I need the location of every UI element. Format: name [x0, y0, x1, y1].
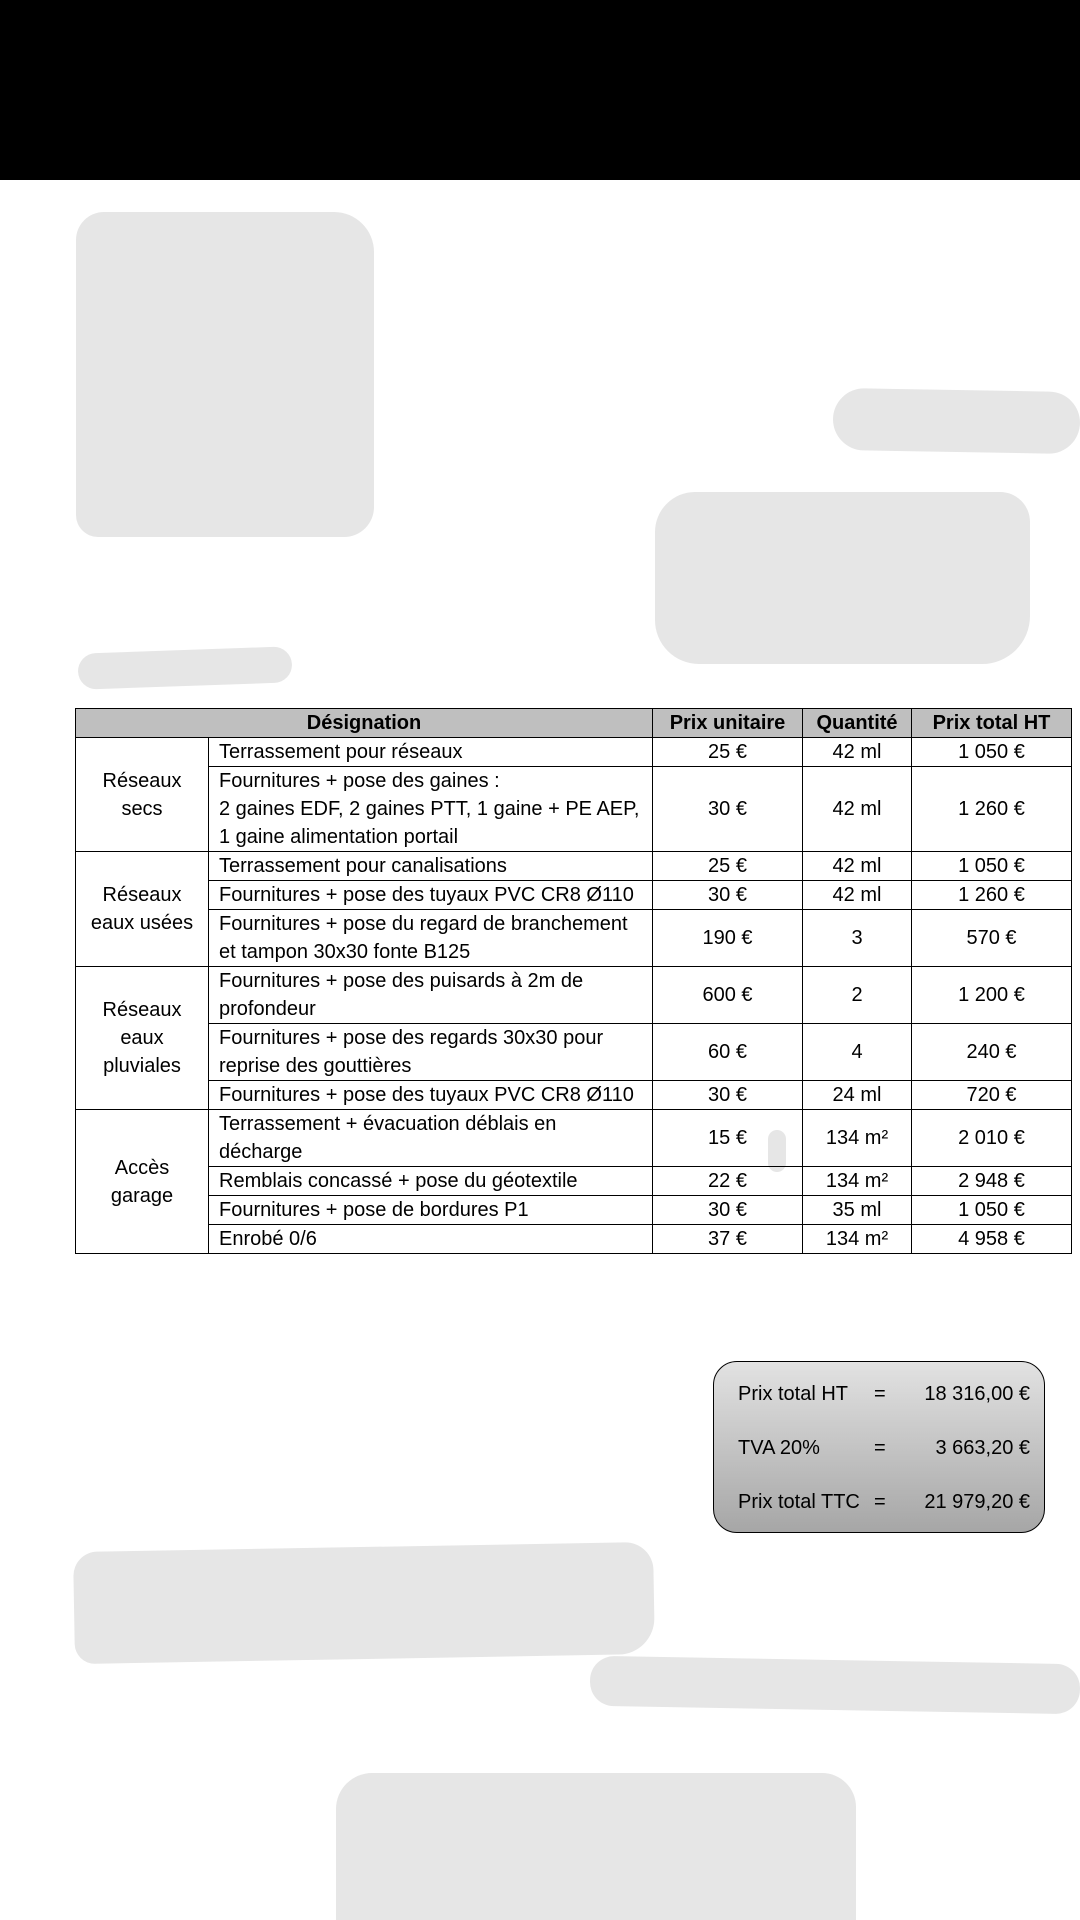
designation-cell: Fournitures + pose du regard de branchement et tampon 30x30 fonte B125 [209, 910, 653, 967]
designation-cell: Fournitures + pose des tuyaux PVC CR8 Ø110 [209, 1081, 653, 1110]
designation-cell: Fournitures + pose de bordures P1 [209, 1196, 653, 1225]
designation-cell: Terrassement pour canalisations [209, 852, 653, 881]
designation-cell: Enrobé 0/6 [209, 1225, 653, 1254]
table-row [76, 1081, 1072, 1110]
total-cell: 570 € [912, 910, 1072, 967]
unit-price-cell: 600 € [653, 967, 803, 1024]
table-row [76, 1110, 1072, 1167]
designation-cell: Fournitures + pose des regards 30x30 pour reprise des gouttières [209, 1024, 653, 1081]
table-body [76, 738, 1072, 1254]
designation-cell: Fournitures + pose des gaines : 2 gaines EDF, 2 gaines PTT, 1 gaine + PE AEP, 1 gaine alimentation portail [209, 767, 653, 852]
tva-label: TVA 20% [738, 1437, 820, 1459]
unit-price-cell: 30 € [653, 881, 803, 910]
redacted-address-block [655, 492, 1030, 664]
total-cell: 1 260 € [912, 767, 1072, 852]
total-cell: 1 260 € [912, 881, 1072, 910]
quantity-cell: 24 ml [803, 1081, 912, 1110]
total-ttc-row [738, 1488, 1030, 1516]
total-cell: 2 948 € [912, 1167, 1072, 1196]
tva-value: 3 663,20 € [935, 1437, 1030, 1459]
header-designation: Désignation [76, 709, 653, 738]
total-ttc-value: 21 979,20 € [924, 1491, 1030, 1513]
unit-price-cell: 15 € [653, 1110, 803, 1167]
total-cell: 1 050 € [912, 1196, 1072, 1225]
quantity-cell: 2 [803, 967, 912, 1024]
unit-price-cell: 37 € [653, 1225, 803, 1254]
redacted-text [77, 646, 292, 689]
total-ttc-label: Prix total TTC [738, 1491, 860, 1513]
total-cell: 720 € [912, 1081, 1072, 1110]
total-cell: 2 010 € [912, 1110, 1072, 1167]
equals-sign: = [874, 1491, 886, 1513]
tva-row [738, 1434, 1030, 1462]
unit-price-cell: 30 € [653, 1081, 803, 1110]
unit-price-cell: 25 € [653, 738, 803, 767]
table-row [76, 852, 1072, 881]
redacted-logo [76, 212, 374, 537]
table-header-row [76, 709, 1072, 738]
table-row [76, 1196, 1072, 1225]
unit-price-cell: 190 € [653, 910, 803, 967]
group-label: Réseaux secs [76, 738, 209, 852]
quantity-cell: 35 ml [803, 1196, 912, 1225]
table-row [76, 1167, 1072, 1196]
quantity-cell: 42 ml [803, 881, 912, 910]
quantity-cell: 134 m² [803, 1110, 912, 1167]
table-row [76, 1225, 1072, 1254]
designation-cell: Fournitures + pose des puisards à 2m de profondeur [209, 967, 653, 1024]
totals-box [713, 1361, 1045, 1533]
header-unit-price: Prix unitaire [653, 709, 803, 738]
unit-price-cell: 60 € [653, 1024, 803, 1081]
quote-table [75, 708, 1072, 1254]
quantity-cell: 42 ml [803, 767, 912, 852]
header-total-ht: Prix total HT [912, 709, 1072, 738]
table-row [76, 967, 1072, 1024]
redacted-stamp [336, 1773, 856, 1920]
redacted-signature-line [590, 1656, 1080, 1715]
redacted-footer-text [73, 1542, 655, 1664]
header-quantity: Quantité [803, 709, 912, 738]
table-row [76, 1024, 1072, 1081]
equals-sign: = [874, 1437, 886, 1459]
unit-price-cell: 25 € [653, 852, 803, 881]
total-cell: 1 200 € [912, 967, 1072, 1024]
table-row [76, 738, 1072, 767]
quantity-cell: 4 [803, 1024, 912, 1081]
designation-cell: Fournitures + pose des tuyaux PVC CR8 Ø110 [209, 881, 653, 910]
total-cell: 4 958 € [912, 1225, 1072, 1254]
quantity-cell: 42 ml [803, 738, 912, 767]
total-ht-label: Prix total HT [738, 1383, 849, 1405]
designation-cell: Remblais concassé + pose du géotextile [209, 1167, 653, 1196]
group-label: Réseaux eaux usées [76, 852, 209, 967]
total-cell: 1 050 € [912, 738, 1072, 767]
quantity-cell: 134 m² [803, 1225, 912, 1254]
designation-cell: Terrassement + évacuation déblais en décharge [209, 1110, 653, 1167]
equals-sign: = [874, 1383, 886, 1405]
unit-price-cell: 30 € [653, 767, 803, 852]
unit-price-cell: 30 € [653, 1196, 803, 1225]
top-black-bar [0, 0, 1080, 180]
unit-price-cell: 22 € [653, 1167, 803, 1196]
quantity-cell: 134 m² [803, 1167, 912, 1196]
total-ht-row [738, 1380, 1030, 1408]
total-cell: 240 € [912, 1024, 1072, 1081]
table-row [76, 767, 1072, 852]
table-row [76, 881, 1072, 910]
total-ht-value: 18 316,00 € [924, 1383, 1030, 1405]
group-label: Accès garage [76, 1110, 209, 1254]
group-label: Réseaux eaux pluviales [76, 967, 209, 1110]
total-cell: 1 050 € [912, 852, 1072, 881]
redacted-text [832, 388, 1080, 454]
quantity-cell: 3 [803, 910, 912, 967]
table-row [76, 910, 1072, 967]
designation-cell: Terrassement pour réseaux [209, 738, 653, 767]
quantity-cell: 42 ml [803, 852, 912, 881]
